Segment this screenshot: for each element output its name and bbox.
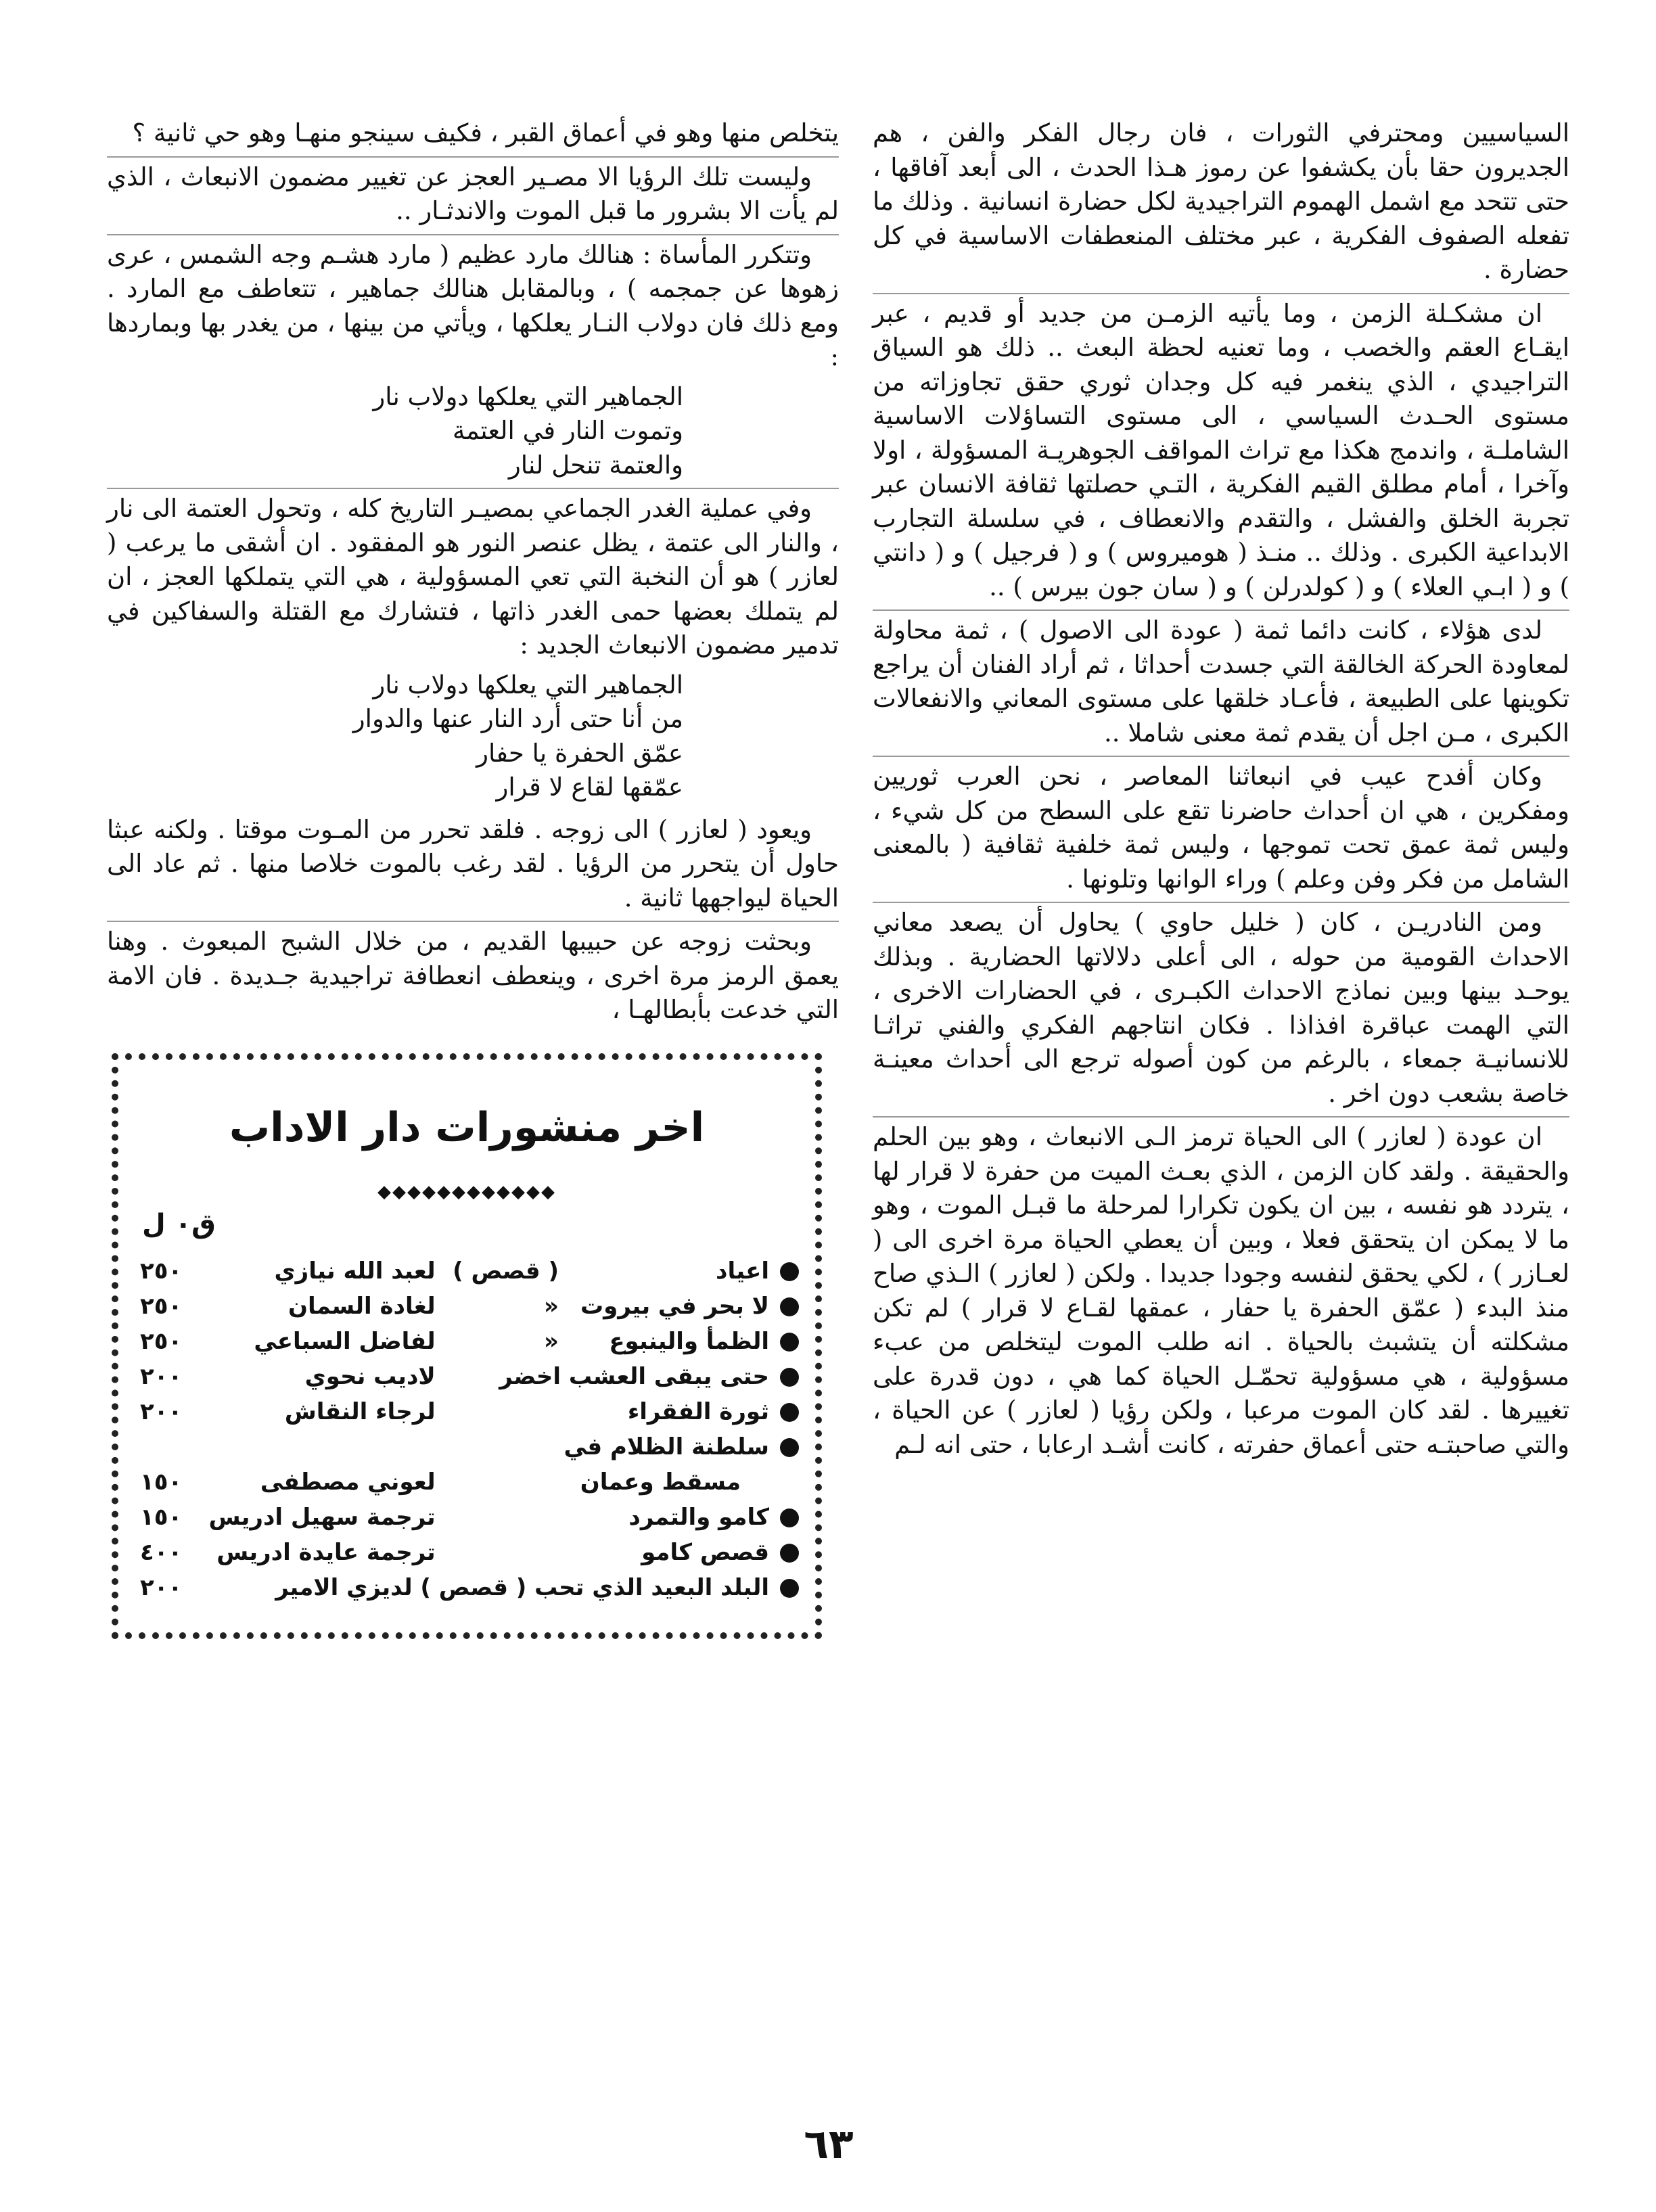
book-title: لا بحر في بيروت: [580, 1292, 769, 1320]
paragraph: ان مشكـلة الزمن ، وما يأتيه الزمـن من جديد أو قديم ، عبر ايقـاع العقم والخصب ، وما تعنيه لحظة البعث .. ذلك هو السياق التراجيدي ، الذي ينغمر فيه كل وجدان ثوري حقق تجاوزاته من مستوى الحـدث السياسي ، الى مستوى التساؤلات الاساسية الشاملـة ، واندمج هكذا مع تراث المواقف الجوهريـة المسؤولة ، اولا وآخرا ، أمام مطلق القيم الفكرية ، التـي حصلتها ثقافة الانسان عبر تجربة الخلق والفشل ، والتقدم والانعطاف ، في سلسلة التجارب الابداعية الكبرى . وذلك .. منـذ ( هوميروس ) و ( فرجيل ) و ( دانتي ) و ( ابـي العلاء ) و ( كولدرلن ) و ( سان جون بيرس ) ..: [873, 294, 1569, 612]
book-price: ٢٥٠: [140, 1257, 183, 1285]
bullet-icon: [780, 1297, 799, 1316]
book-item: [135, 1253, 799, 1289]
book-title: اعياد: [716, 1257, 769, 1285]
book-item: [135, 1570, 799, 1605]
poem-verse: [107, 380, 839, 490]
right-column: [873, 114, 1569, 1467]
bullet-icon: [780, 1368, 799, 1387]
book-price: ٢٠٠: [140, 1573, 183, 1601]
bullet-icon: [780, 1403, 799, 1422]
verse-line: والعتمة تنحل لنار: [508, 450, 683, 480]
verse-line: الجماهير التي يعلكها دولاب نار: [373, 670, 683, 699]
book-price: ٢٠٠: [140, 1362, 183, 1390]
book-author: ترجمة عايدة ادريس: [216, 1538, 436, 1566]
book-title: حتى يبقى العشب اخضر: [499, 1362, 769, 1390]
bullet-icon: [780, 1438, 799, 1457]
book-genre: «: [544, 1327, 559, 1355]
book-author: ترجمة سهيل ادريس: [208, 1503, 436, 1531]
book-title-line2: مسقط وعمان: [580, 1468, 741, 1496]
poem-verse: [107, 668, 839, 810]
book-item: [135, 1500, 799, 1535]
verse-line: وتموت النار في العتمة: [453, 416, 683, 445]
book-author: لفاضل السباعي: [254, 1327, 436, 1355]
book-price: ٢٥٠: [140, 1327, 183, 1355]
book-author: لعبد الله نيازي: [274, 1257, 436, 1285]
bullet-icon: [780, 1262, 799, 1281]
book-item: [135, 1359, 799, 1394]
bullet-icon: [780, 1508, 799, 1527]
book-author: لاديب نحوي: [304, 1362, 436, 1390]
paragraph: وتتكرر المأساة : هنالك مارد عظيم ( مارد هشـم وجه الشمس ، عرى زهوها عن جمجمه ) ، وبالمقابل هنالك جماهير ، تتعاطف مع المارد . ومع ذلك فان دولاب النـار يعلكها ، ويأتي من بينها ، من يغدر بها وبماردها :: [107, 239, 839, 371]
paragraph: ويعود ( لعازر ) الى زوجه . فلقد تحرر من المـوت موقتا . ولكنه عبثا حاول أن يتحرر من الرؤيا . لقد رغب بالموت خلاصا منها . ثم عاد الى الحياة ليواجهها ثانية .: [107, 810, 839, 923]
paragraph: وليست تلك الرؤيا الا مصـير العجز عن تغيير مضمون الانبعاث ، الذي لم يأت الا بشرور ما قبل الموت والاندثـار ..: [107, 158, 839, 235]
verse-line: عمّق الحفرة يا حفار: [476, 738, 683, 768]
paragraph: لدى هؤلاء ، كانت دائما ثمة ( عودة الى الاصول ) ، ثمة محاولة لمعاودة الحركة الخالقة التي جسدت أحداثا ، ثم أراد الفنان أن يراجع تكوينها على الطبيعة ، فأعـاد خلقها على مستوى المعاني والانفعالات الكبرى ، مـن اجل أن يقدم ثمة معنى شاملا ..: [873, 611, 1569, 757]
book-price: ٤٠٠: [140, 1538, 183, 1566]
verse-line: من أنا حتى أرد النار عنها والدوار: [352, 704, 683, 733]
paragraph: وبحثت زوجه عن حبيبها القديم ، من خلال الشبح المبعوث . وهنا يعمق الرمز مرة اخرى ، وينعطف انعطافة تراجيدية جـديدة . فان الامة التي خدعت بأبطالهـا ،: [107, 927, 839, 1024]
book-title: الظمأ والينبوع: [609, 1327, 769, 1355]
verse-line: عمّقها لقاع لا قرار: [496, 773, 683, 802]
book-title: البلد البعيد الذي تحب ( قصص ) لديزي الامير: [275, 1573, 769, 1601]
book-title: ثورة الفقراء: [627, 1398, 769, 1425]
publications-ad-box: [112, 1053, 822, 1639]
paragraph: ان عودة ( لعازر ) الى الحياة ترمز الـى الانبعاث ، وهو بين الحلم والحقيقة . ولقد كان الزمن ، الذي بعـث الميت من حفرة لا قرار لها ، يتردد هو نفسه ، بين ان يكون تكرارا لمرحلة ما قبـل الموت ، وهو ما لا يمكن ان يتحقق فعلا ، وبين أن يعطي الحياة مرة اخرى الى ( لعـازر ) ، لكي يحقق لنفسه وجودا جديدا . ولكن ( لعازر ) الـذي صاح منذ البدء ( عمّق الحفرة يا حفار ، عمقها لقـاع لا قرار ) لم تكن مشكلته أن يتشبث بالحياة . انه طلب الموت ليتخلص من عبء مسؤولية ، هي مسؤولية تحمّـل الحياة كما هي ، دون قدرة على تغييرها . لقد كان الموت مرعبا ، ولكن رؤيا ( لعازر ) عن الحياة ، والتي صاحبتـه حتى أعماق حفرته ، كانت أشـد ارعابا ، حتى انه لـم: [873, 1122, 1569, 1459]
bullet-icon: [780, 1579, 799, 1598]
book-item: [135, 1289, 799, 1324]
book-author: لعوني مصطفى: [260, 1468, 436, 1496]
paragraph: السياسيين ومحترفي الثورات ، فان رجال الفكر والفن ، هم الجديرون حقا بأن يكشفوا عن رموز هـذا الحدث ، الى أبعد آفاقها ، حتى تتحد مع اشمل الهموم التراجيدية لكل حضارة انسانية . وذلك ما تفعله الصفوف الفكرية ، عبر مختلف المنعطفات الاساسية في كل حضارة .: [873, 114, 1569, 294]
left-column: [107, 114, 839, 1033]
currency-label: ق٠ ل: [142, 1208, 216, 1240]
book-item-continued: [135, 1465, 799, 1500]
ornament-divider: ◆◆◆◆◆◆◆◆◆◆◆◆: [377, 1181, 556, 1202]
book-price: ٢٥٠: [140, 1292, 183, 1320]
paragraph: وفي عملية الغدر الجماعي بمصيـر التاريخ كله ، وتحول العتمة الى نار ، والنار الى عتمة ، يظل عنصر النور هو المفقود . ان أشقى ما يرعب ( لعازر ) هو أن النخبة التي تعي المسؤولية ، هي التي يتملكها العجز ، ان لم يتملك بعضها حمى الغدر ذاتها ، فتشارك مع القتلة والسفاكين في تدمير مضمون الانبعاث الجديد :: [107, 494, 839, 660]
book-genre: ( قصص ): [453, 1257, 559, 1285]
book-title: كامو والتمرد: [628, 1503, 769, 1531]
book-item: [135, 1535, 799, 1570]
left-area: [107, 114, 839, 1639]
paragraph: وكان أفدح عيب في انبعاثنا المعاصر ، نحن العرب ثوريين ومفكرين ، هي ان أحداث حاضرنا تقع على السطح من كل شيء ، وليس ثمة عمق تحت تموجها ، وليس ثمة خلفية ثقافية ( بالمعنى الشامل من فكر وفن وعلم ) وراء الوانها وتلونها .: [873, 757, 1569, 903]
book-author: لغادة السمان: [288, 1292, 436, 1320]
book-list: [135, 1253, 799, 1605]
bullet-icon: [780, 1333, 799, 1352]
paragraph: يتخلص منها وهو في أعماق القبر ، فكيف سينجو منهـا وهو حي ثانية ؟: [107, 114, 839, 158]
bullet-icon: [780, 1544, 799, 1563]
book-genre: «: [544, 1292, 559, 1320]
ad-title: اخر منشورات دار الاداب: [229, 1103, 705, 1151]
book-item: [135, 1324, 799, 1359]
book-item: [135, 1429, 799, 1465]
book-price: ١٥٠: [140, 1468, 183, 1496]
verse-line: الجماهير التي يعلكها دولاب نار: [373, 382, 683, 411]
book-title: سلطنة الظلام في: [564, 1433, 769, 1460]
book-item: [135, 1394, 799, 1429]
book-author: لرجاء النقاش: [284, 1398, 436, 1425]
book-price: ٢٠٠: [140, 1398, 183, 1425]
paragraph: ومن النادريـن ، كان ( خليل حاوي ) يحاول أن يصعد معاني الاحداث القومية من حوله ، الى أعلى دلالاتها الحضارية . وبذلك يوحـد بينها وبين نماذج الاحداث الكبـرى ، في الحضارات الاخرى ، التي الهمت عباقرة افذاذا . فكان انتاجهم الفكري والفني تراثـا للانسانيـة جمعاء ، بالرغم من كون أصوله ترجع الى أحداث معينـة خاصة بشعب دون اخر .: [873, 903, 1569, 1117]
book-title: قصص كامو: [641, 1538, 769, 1566]
book-price: ١٥٠: [140, 1503, 183, 1531]
page-number: ٦٣: [804, 2121, 854, 2168]
